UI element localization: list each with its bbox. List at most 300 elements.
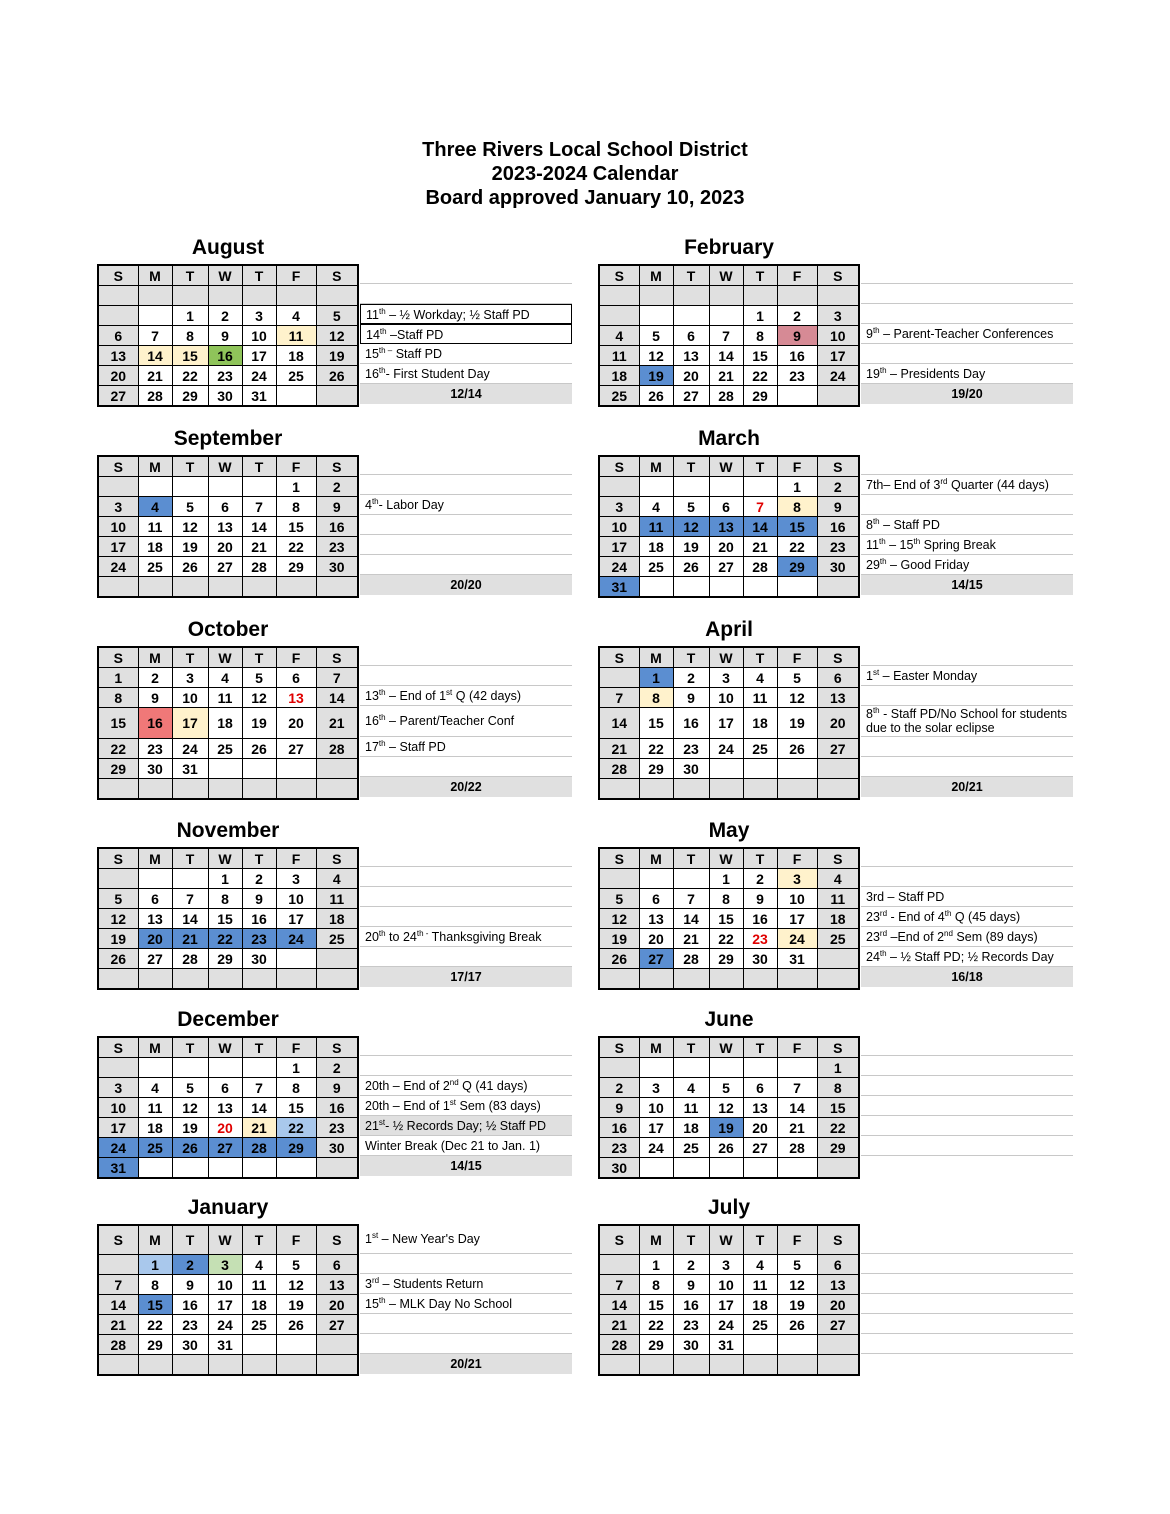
month-february [598,236,860,407]
day-cell: 25 [673,1138,709,1158]
day-cell: 29 [709,949,743,969]
empty-cell [172,1058,208,1078]
week-row [98,779,358,800]
day-cell: 22 [208,929,242,949]
week-row [599,386,859,407]
event-note: 20th – End of 2nd Q (41 days) [360,1076,572,1096]
day-cell: 14 [743,517,777,537]
day-cell: 21 [98,1315,138,1335]
day-cell: 18 [599,366,639,386]
day-cell: 10 [172,688,208,708]
day-cell: 7 [777,1078,817,1098]
empty-cell [172,577,208,598]
empty-cell [599,668,639,688]
weekday-label: S [599,1037,639,1058]
day-cell: 19 [599,929,639,949]
day-cell: 17 [777,909,817,929]
empty-cell [673,969,709,990]
day-cell: 5 [639,326,673,346]
day-cell: 22 [743,366,777,386]
month-table [97,455,359,598]
day-cell: 24 [242,366,276,386]
note-rule [360,264,572,284]
day-cell: 20 [673,366,709,386]
empty-cell [817,1158,859,1179]
empty-cell [709,759,743,779]
day-cell: 1 [98,668,138,688]
week-row [98,1275,358,1295]
week-row [599,1295,859,1315]
day-cell: 24 [817,366,859,386]
day-cell: 13 [208,517,242,537]
week-row [98,1158,358,1179]
empty-cell [98,1355,138,1376]
day-cell: 2 [673,1255,709,1275]
event-note: 4th- Labor Day [360,495,572,515]
empty-cell [276,969,316,990]
empty-cell [639,577,673,598]
week-row [599,1058,859,1078]
empty-cell [639,286,673,306]
weekday-label: W [709,1225,743,1255]
note-rule [861,284,1073,304]
note-rule [360,1334,572,1354]
weekday-label: S [98,265,138,286]
day-cell: 23 [316,1118,358,1138]
note-rule [861,1314,1073,1334]
note-rule [861,847,1073,867]
note-rule [861,304,1073,324]
day-cell: 31 [599,577,639,598]
day-cell: 30 [673,1335,709,1355]
day-cell: 7 [316,668,358,688]
week-row [599,517,859,537]
day-cell: 4 [242,1255,276,1275]
week-row [599,286,859,306]
day-cell: 19 [709,1118,743,1138]
month-title: September [173,427,283,450]
weekday-header [98,848,358,869]
note-rule [861,757,1073,777]
day-cell: 28 [98,1335,138,1355]
day-cell: 24 [98,557,138,577]
weekday-label: W [709,1037,743,1058]
day-cell: 8 [639,688,673,708]
day-cell: 8 [639,1275,673,1295]
day-cell: 11 [242,1275,276,1295]
weekday-header [98,265,358,286]
day-cell: 10 [817,326,859,346]
day-cell: 30 [316,557,358,577]
day-cell: 22 [276,1118,316,1138]
day-cell: 14 [599,708,639,739]
empty-cell [777,779,817,800]
day-cell: 14 [172,909,208,929]
day-cell: 13 [817,1275,859,1295]
note-rule [360,1314,572,1334]
day-cell: 24 [599,557,639,577]
day-cell: 10 [208,1275,242,1295]
weekday-label: T [673,265,709,286]
day-cell: 9 [172,1275,208,1295]
weekday-label: S [817,1037,859,1058]
month-table [598,847,860,990]
empty-cell [599,969,639,990]
day-cell: 4 [743,1255,777,1275]
week-row [98,366,358,386]
empty-cell [208,759,242,779]
day-cell: 25 [316,929,358,949]
day-cell: 14 [777,1098,817,1118]
empty-cell [639,779,673,800]
day-cell: 1 [639,1255,673,1275]
weekday-label: M [639,1037,673,1058]
event-note: 14th –Staff PD [360,324,572,344]
day-cell: 9 [316,1078,358,1098]
empty-cell [98,286,138,306]
empty-cell [172,779,208,800]
day-cell: 21 [673,929,709,949]
empty-cell [777,969,817,990]
week-row [98,909,358,929]
day-cell: 11 [599,346,639,366]
empty-cell [242,969,276,990]
empty-cell [599,869,639,889]
day-cell: 26 [777,1315,817,1335]
day-cell: 6 [276,668,316,688]
empty-cell [172,869,208,889]
day-cell: 18 [743,708,777,739]
day-cell: 25 [276,366,316,386]
weekday-label: W [709,265,743,286]
empty-cell [599,1255,639,1275]
week-row [98,1098,358,1118]
day-cell: 31 [709,1335,743,1355]
empty-cell [242,477,276,497]
day-cell: 10 [599,517,639,537]
week-row [98,759,358,779]
empty-cell [599,477,639,497]
week-row [599,577,859,598]
empty-cell [777,1355,817,1376]
weekday-label: F [777,848,817,869]
empty-cell [208,286,242,306]
week-row [98,1355,358,1376]
weekday-header [599,647,859,668]
empty-cell [316,1335,358,1355]
day-cell: 17 [98,537,138,557]
day-cell: 27 [208,557,242,577]
week-row [599,929,859,949]
empty-cell [639,969,673,990]
weekday-label: T [172,456,208,477]
empty-cell [276,1355,316,1376]
week-row [599,759,859,779]
event-note: Winter Break (Dec 21 to Jan. 1) [360,1136,572,1156]
empty-cell [98,1255,138,1275]
day-cell: 5 [777,668,817,688]
day-cell: 23 [172,1315,208,1335]
day-cell: 23 [743,929,777,949]
week-row [98,1315,358,1335]
day-cell: 7 [743,497,777,517]
weekday-label: T [673,1037,709,1058]
empty-cell [316,779,358,800]
day-cell: 19 [242,708,276,739]
weekday-label: M [138,1037,172,1058]
note-rule [360,947,572,967]
empty-cell [172,969,208,990]
day-cell: 8 [276,497,316,517]
empty-cell [208,1058,242,1078]
day-cell: 4 [599,326,639,346]
day-cell: 16 [138,708,172,739]
empty-cell [138,969,172,990]
day-cell: 5 [777,1255,817,1275]
day-cell: 16 [673,708,709,739]
week-row [98,889,358,909]
day-cell: 4 [208,668,242,688]
event-note: 19th – Presidents Day [861,364,1073,384]
weekday-label: S [316,1225,358,1255]
day-cell: 7 [98,1275,138,1295]
note-rule [360,1254,572,1274]
weekday-label: T [242,1225,276,1255]
day-cell: 3 [208,1255,242,1275]
note-rule [861,264,1073,284]
empty-cell [98,306,138,326]
day-cell: 9 [138,688,172,708]
day-cell: 28 [172,949,208,969]
day-cell: 2 [242,869,276,889]
weekday-header [98,1225,358,1255]
day-cell: 6 [709,497,743,517]
day-cell: 21 [743,537,777,557]
week-row [599,779,859,800]
day-cell: 9 [673,688,709,708]
day-cell: 30 [208,386,242,407]
weekday-header [599,265,859,286]
month-january [97,1196,359,1376]
day-cell: 29 [208,949,242,969]
day-cell: 28 [777,1138,817,1158]
weekday-label: F [276,647,316,668]
day-cell: 17 [817,346,859,366]
day-cell: 19 [172,1118,208,1138]
day-cell: 22 [98,739,138,759]
weekday-label: S [316,1037,358,1058]
day-cell: 27 [316,1315,358,1335]
day-cell: 29 [276,1138,316,1158]
weekday-label: T [743,265,777,286]
note-rule [861,1096,1073,1116]
day-cell: 16 [208,346,242,366]
event-note: 20th – End of 1st Sem (83 days) [360,1096,572,1116]
note-rule [360,1036,572,1056]
day-cell: 14 [709,346,743,366]
day-cell: 12 [709,1098,743,1118]
day-cell: 1 [777,477,817,497]
day-cell: 11 [817,889,859,909]
day-cell: 17 [276,909,316,929]
month-table [598,264,860,407]
note-rule [360,515,572,535]
month-title: May [708,819,750,842]
day-cell: 18 [276,346,316,366]
day-cell: 26 [172,557,208,577]
day-cell: 7 [242,497,276,517]
day-count: 14/15 [861,575,1073,595]
day-cell: 17 [172,708,208,739]
weekday-label: S [817,647,859,668]
day-cell: 9 [599,1098,639,1118]
day-cell: 28 [743,557,777,577]
day-cell: 20 [138,929,172,949]
empty-cell [743,759,777,779]
day-cell: 25 [599,386,639,407]
empty-cell [673,286,709,306]
day-cell: 17 [709,708,743,739]
day-cell: 23 [242,929,276,949]
empty-cell [743,477,777,497]
week-row [599,537,859,557]
empty-cell [276,779,316,800]
day-cell: 29 [743,386,777,407]
week-row [98,1295,358,1315]
empty-cell [138,1355,172,1376]
week-row [599,1078,859,1098]
weekday-label: S [599,265,639,286]
day-cell: 6 [817,668,859,688]
week-row [98,306,358,326]
day-cell: 2 [673,668,709,688]
day-cell: 7 [172,889,208,909]
weekday-label: T [242,456,276,477]
day-cell: 12 [777,688,817,708]
event-note: 7th– End of 3rd Quarter (44 days) [861,475,1073,495]
weekday-header [599,1037,859,1058]
day-cell: 2 [172,1255,208,1275]
approval-date: Board approved January 10, 2023 [425,187,745,209]
day-cell: 7 [242,1078,276,1098]
event-note: 1st – New Year's Day [360,1224,572,1254]
empty-cell [743,779,777,800]
week-row [599,889,859,909]
day-cell: 17 [98,1118,138,1138]
weekday-label: T [172,647,208,668]
note-rule [360,555,572,575]
day-cell: 11 [743,688,777,708]
weekday-label: T [242,647,276,668]
day-cell: 4 [639,497,673,517]
empty-cell [709,306,743,326]
empty-cell [98,477,138,497]
day-cell: 22 [639,1315,673,1335]
day-cell: 12 [316,326,358,346]
day-cell: 1 [276,1058,316,1078]
day-cell: 1 [276,477,316,497]
day-cell: 17 [709,1295,743,1315]
day-cell: 20 [817,1295,859,1315]
day-cell: 24 [639,1138,673,1158]
day-cell: 17 [599,537,639,557]
month-april [598,618,860,800]
empty-cell [743,1335,777,1355]
day-cell: 18 [316,909,358,929]
empty-cell [316,577,358,598]
weekday-label: M [639,1225,673,1255]
day-count: 19/20 [861,384,1073,404]
empty-cell [599,306,639,326]
day-cell: 9 [673,1275,709,1295]
week-row [599,346,859,366]
day-cell: 27 [276,739,316,759]
week-row [98,386,358,407]
day-cell: 21 [599,1315,639,1335]
weekday-label: F [276,1037,316,1058]
empty-cell [777,577,817,598]
event-note: 3rd – Staff PD [861,887,1073,907]
day-cell: 12 [639,346,673,366]
month-table [97,1036,359,1179]
empty-cell [138,306,172,326]
event-note: 21st- ½ Records Day; ½ Staff PD [360,1116,572,1136]
empty-cell [709,1158,743,1179]
empty-cell [208,477,242,497]
day-cell: 24 [208,1315,242,1335]
event-note: 23rd - End of 4th Q (45 days) [861,907,1073,927]
weekday-label: S [98,647,138,668]
week-row [98,326,358,346]
empty-cell [138,779,172,800]
weekday-label: M [639,647,673,668]
day-cell: 6 [208,497,242,517]
weekday-label: W [208,456,242,477]
empty-cell [709,969,743,990]
event-note: 3rd – Students Return [360,1274,572,1294]
note-rule [861,1056,1073,1076]
weekday-label: W [208,265,242,286]
day-cell: 21 [599,739,639,759]
note-rule [861,1334,1073,1354]
day-cell: 26 [673,557,709,577]
event-note: $15^{th -}$ Staff PD [360,344,572,364]
empty-cell [673,1058,709,1078]
day-cell: 5 [316,306,358,326]
weekday-label: S [599,848,639,869]
empty-cell [98,779,138,800]
week-row [599,969,859,990]
day-cell: 3 [709,1255,743,1275]
day-cell: 3 [242,306,276,326]
day-cell: 30 [673,759,709,779]
day-cell: 29 [639,759,673,779]
day-cell: 15 [639,1295,673,1315]
day-cell: 10 [639,1098,673,1118]
empty-cell [639,1158,673,1179]
note-rule [861,1274,1073,1294]
day-cell: 1 [817,1058,859,1078]
weekday-label: T [242,848,276,869]
day-cell: 15 [208,909,242,929]
note-rule [360,887,572,907]
day-cell: 18 [138,537,172,557]
empty-cell [817,577,859,598]
day-cell: 25 [138,1138,172,1158]
weekday-label: T [673,848,709,869]
day-cell: 4 [138,1078,172,1098]
day-cell: 31 [98,1158,138,1179]
